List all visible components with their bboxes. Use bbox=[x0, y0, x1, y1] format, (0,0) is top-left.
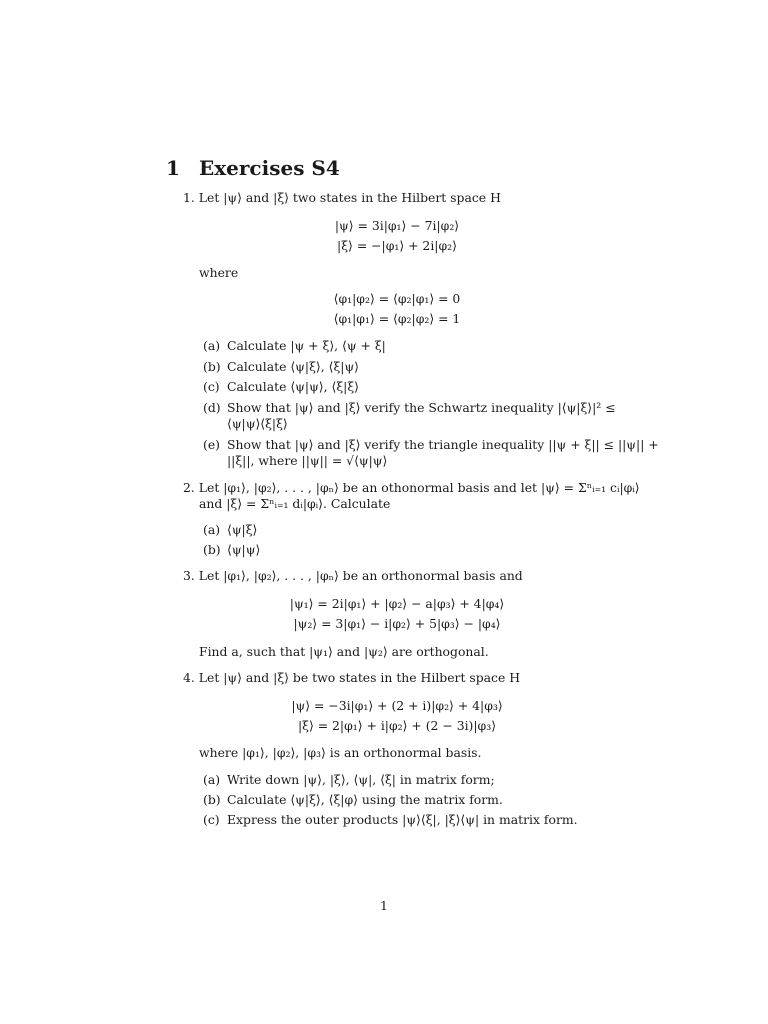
exercise-4-part-a: (a) Write down |ψ⟩, |ξ⟩, ⟨ψ|, ⟨ξ| in matrix form; bbox=[203, 772, 495, 787]
exercise-1-where: where bbox=[199, 265, 239, 280]
exercise-1-part-e-cont: ||ξ||, where ||ψ|| = √⟨ψ|ψ⟩ bbox=[227, 453, 388, 468]
exercise-1-part-c: (c) Calculate ⟨ψ|ψ⟩, ⟨ξ|ξ⟩ bbox=[203, 379, 359, 394]
exercise-3-intro: 3. Let |φ₁⟩, |φ₂⟩, . . . , |φₙ⟩ be an orthonormal basis and bbox=[183, 568, 523, 583]
section-title: Exercises S4 bbox=[199, 156, 340, 180]
exercise-4-equation-psi: |ψ⟩ = −3i|φ₁⟩ + (2 + i)|φ₂⟩ + 4|φ₃⟩ bbox=[291, 698, 503, 713]
exercise-2-part-a: (a) ⟨ψ|ξ⟩ bbox=[203, 522, 258, 537]
exercise-4-equation-xi: |ξ⟩ = 2|φ₁⟩ + i|φ₂⟩ + (2 − 3i)|φ₃⟩ bbox=[297, 718, 497, 733]
exercise-1-part-e: (e) Show that |ψ⟩ and |ξ⟩ verify the triangle inequality ||ψ + ξ|| ≤ ||ψ|| + bbox=[203, 437, 659, 452]
section-heading bbox=[166, 156, 340, 180]
exercise-1-intro: 1. Let |ψ⟩ and |ξ⟩ two states in the Hilbert space H bbox=[183, 190, 501, 205]
exercise-1-equation-psi: |ψ⟩ = 3i|φ₁⟩ − 7i|φ₂⟩ bbox=[334, 218, 460, 233]
exercise-1-equation-xi: |ξ⟩ = −|φ₁⟩ + 2i|φ₂⟩ bbox=[337, 238, 457, 253]
exercise-3-equation-psi2: |ψ₂⟩ = 3|φ₁⟩ − i|φ₂⟩ + 5|φ₃⟩ − |φ₄⟩ bbox=[293, 616, 501, 631]
exercise-1-part-b: (b) Calculate ⟨ψ|ξ⟩, ⟨ξ|ψ⟩ bbox=[203, 359, 359, 374]
exercise-2-line-2: and |ξ⟩ = Σⁿᵢ₌₁ dᵢ|φᵢ⟩. Calculate bbox=[199, 496, 391, 511]
exercise-1-part-d-cont: ⟨ψ|ψ⟩⟨ξ|ξ⟩ bbox=[227, 416, 288, 431]
exercise-2-line-1: 2. Let |φ₁⟩, |φ₂⟩, . . . , |φₙ⟩ be an othonormal basis and let |ψ⟩ = Σⁿᵢ₌₁ cᵢ|φᵢ⟩ bbox=[183, 480, 640, 495]
section-number: 1 bbox=[166, 156, 180, 180]
exercise-4-part-b: (b) Calculate ⟨ψ|ξ⟩, ⟨ξ|φ⟩ using the matrix form. bbox=[203, 792, 503, 807]
page-number: 1 bbox=[380, 898, 388, 913]
exercise-3-equation-psi1: |ψ₁⟩ = 2i|φ₁⟩ + |φ₂⟩ − a|φ₃⟩ + 4|φ₄⟩ bbox=[289, 596, 505, 611]
exercise-4-where: where |φ₁⟩, |φ₂⟩, |φ₃⟩ is an orthonormal basis. bbox=[199, 745, 482, 760]
exercise-1-part-a: (a) Calculate |ψ + ξ⟩, ⟨ψ + ξ| bbox=[203, 338, 386, 353]
exercise-1-part-d: (d) Show that |ψ⟩ and |ξ⟩ verify the Schwartz inequality |⟨ψ|ξ⟩|² ≤ bbox=[203, 400, 616, 415]
exercise-2-part-b: (b) ⟨ψ|ψ⟩ bbox=[203, 542, 261, 557]
exercise-3-find: Find a, such that |ψ₁⟩ and |ψ₂⟩ are orthogonal. bbox=[199, 644, 489, 659]
exercise-4-part-c: (c) Express the outer products |ψ⟩⟨ξ|, |ξ⟩⟨ψ| in matrix form. bbox=[203, 812, 578, 827]
exercise-4-intro: 4. Let |ψ⟩ and |ξ⟩ be two states in the Hilbert space H bbox=[183, 670, 521, 685]
exercise-1-orthogonality: ⟨φ₁|φ₂⟩ = ⟨φ₂|φ₁⟩ = 0 bbox=[333, 291, 461, 306]
exercise-1-normalization: ⟨φ₁|φ₁⟩ = ⟨φ₂|φ₂⟩ = 1 bbox=[333, 311, 461, 326]
